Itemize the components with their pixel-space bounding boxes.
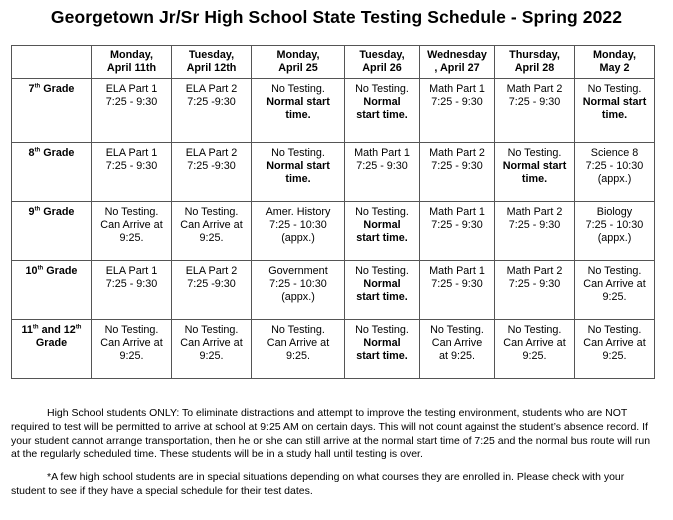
header-date-line2: April 11th xyxy=(106,62,157,74)
grade-text: and 12 xyxy=(38,324,76,336)
grade-ordinal-suffix: th xyxy=(37,265,44,272)
page-title: Georgetown Jr/Sr High School State Testing Schedule - Spring 2022 xyxy=(50,7,623,27)
schedule-cell xyxy=(92,79,172,143)
header-date-line1: Monday, xyxy=(593,49,636,61)
grade-text: Grade xyxy=(40,147,75,159)
schedule-cell xyxy=(92,143,172,202)
cell-text: 7:25 - 9:30 xyxy=(105,278,158,290)
cell-text: ELA Part 2 xyxy=(185,265,238,277)
grade-label-cell xyxy=(12,143,92,202)
grade-label-cell xyxy=(12,320,92,379)
schedule-row xyxy=(12,261,655,320)
cell-text: Math Part 2 xyxy=(506,206,563,218)
cell-bold-text: time. xyxy=(601,109,628,121)
cell-text: Biology xyxy=(596,206,633,218)
header-row xyxy=(12,46,655,79)
cell-text: 7:25 - 10:30 xyxy=(269,219,327,231)
schedule-cell xyxy=(345,143,420,202)
header-corner-cell xyxy=(12,46,92,79)
header-date-line2: April 26 xyxy=(362,62,402,74)
cell-bold-text: start time. xyxy=(356,350,408,362)
cell-text: Can Arrive at xyxy=(180,219,243,231)
cell-text: ELA Part 1 xyxy=(105,147,158,159)
cell-text: Can Arrive at xyxy=(503,337,566,349)
cell-text: 9:25. xyxy=(119,350,144,362)
cell-text: 9:25. xyxy=(602,350,627,362)
header-date-cell xyxy=(575,46,655,79)
cell-text: Math Part 1 xyxy=(429,206,485,218)
cell-text: No Testing. xyxy=(355,324,409,336)
schedule-cell xyxy=(495,143,575,202)
header-date-cell xyxy=(172,46,252,79)
table-body xyxy=(12,79,655,379)
cell-bold-text: start time. xyxy=(356,291,408,303)
cell-text: No Testing. xyxy=(271,324,325,336)
cell-text: 7:25 - 9:30 xyxy=(431,278,483,290)
cell-text: (appx.) xyxy=(597,232,632,244)
grade-number: 8 xyxy=(28,147,35,159)
note-paragraph-1: High School students ONLY: To eliminate distractions and attempt to improve the testing environment, students who are NOT required to test will be permitted to arrive at school at 9:25 AM on certain days. This will not count against the student’s absence record. If your student cannot arrange transportation, then he or she can still arrive at the normal start time of 7:25 and the normal bus route will run at the regularly scheduled time. These students will be in a study hall until testing is over. xyxy=(11,407,651,461)
schedule-cell xyxy=(495,320,575,379)
cell-text: 9:25. xyxy=(602,291,627,303)
schedule-cell xyxy=(495,202,575,261)
cell-text: ELA Part 2 xyxy=(185,147,238,159)
cell-bold-text: Normal xyxy=(363,96,401,108)
schedule-row xyxy=(12,202,655,261)
header-date-line2: April 28 xyxy=(514,62,555,74)
grade-text: Grade xyxy=(40,83,75,95)
schedule-cell xyxy=(345,261,420,320)
cell-bold-text: time. xyxy=(521,173,548,185)
grade-number: 11 xyxy=(21,324,33,336)
cell-text: 9:25. xyxy=(522,350,547,362)
header-date-line2: , April 27 xyxy=(434,62,480,74)
cell-text: Math Part 1 xyxy=(429,265,485,277)
cell-text: 9:25. xyxy=(199,350,224,362)
schedule-cell xyxy=(575,320,655,379)
grade-number: 7 xyxy=(28,83,35,95)
header-date-line1: Monday, xyxy=(276,49,320,61)
cell-bold-text: Normal start xyxy=(502,160,567,172)
cell-text: 7:25 - 9:30 xyxy=(431,96,483,108)
schedule-cell xyxy=(420,320,495,379)
cell-text: (appx.) xyxy=(281,232,315,244)
schedule-cell xyxy=(172,320,252,379)
cell-text: 7:25 -9:30 xyxy=(187,160,236,172)
schedule-cell xyxy=(172,143,252,202)
cell-text: 9:25. xyxy=(285,350,310,362)
cell-text: No Testing. xyxy=(587,324,642,336)
grade-label xyxy=(14,265,89,278)
cell-text: 9:25. xyxy=(119,232,144,244)
cell-text: Math Part 1 xyxy=(354,147,410,159)
cell-text: (appx.) xyxy=(281,291,315,303)
schedule-cell xyxy=(92,320,172,379)
cell-text: 7:25 -9:30 xyxy=(187,96,236,108)
testing-schedule-table xyxy=(11,45,655,379)
schedule-cell xyxy=(345,79,420,143)
header-date-cell xyxy=(252,46,345,79)
cell-bold-text: start time. xyxy=(356,232,408,244)
cell-text: ELA Part 1 xyxy=(105,265,158,277)
schedule-cell xyxy=(345,202,420,261)
header-date-cell xyxy=(345,46,420,79)
cell-text: 7:25 - 10:30 xyxy=(269,278,327,290)
header-date-cell xyxy=(420,46,495,79)
grade-ordinal-suffix: th xyxy=(34,83,41,90)
schedule-cell xyxy=(92,261,172,320)
cell-text: ELA Part 2 xyxy=(185,83,238,95)
cell-text: Government xyxy=(268,265,328,277)
grade-number: 10 xyxy=(25,265,38,277)
grade-ordinal-suffix: th xyxy=(75,324,82,331)
cell-text: 7:25 - 9:30 xyxy=(105,96,158,108)
header-date-cell xyxy=(495,46,575,79)
cell-text: Can Arrive at xyxy=(583,337,646,349)
header-date-line1: Monday, xyxy=(110,49,153,61)
cell-text: 7:25 - 10:30 xyxy=(585,160,644,172)
cell-text: No Testing. xyxy=(104,206,159,218)
schedule-cell xyxy=(252,143,345,202)
header-date-line2: April 25 xyxy=(278,62,318,74)
note-paragraph-2: *A few high school students are in special situations depending on what courses they are enrolled in. Please check with your student to see if they have a special schedule for their test dates. xyxy=(11,471,625,497)
cell-text: No Testing. xyxy=(271,83,325,95)
grade-number: 9 xyxy=(28,206,35,218)
grade-label xyxy=(14,324,89,337)
cell-bold-text: start time. xyxy=(356,109,408,121)
grade-label xyxy=(14,147,89,160)
cell-text: Can Arrive at xyxy=(583,278,646,290)
schedule-cell xyxy=(575,261,655,320)
grade-label-cell xyxy=(12,79,92,143)
cell-text: Can Arrive at xyxy=(100,219,163,231)
cell-text: (appx.) xyxy=(597,173,632,185)
cell-text: Can Arrive at xyxy=(180,337,243,349)
cell-text: No Testing. xyxy=(587,265,642,277)
schedule-cell xyxy=(92,202,172,261)
cell-bold-text: time. xyxy=(285,173,311,185)
schedule-cell xyxy=(495,79,575,143)
cell-text: 9:25. xyxy=(199,232,224,244)
schedule-cell xyxy=(495,261,575,320)
cell-text: 7:25 - 9:30 xyxy=(356,160,408,172)
schedule-cell xyxy=(575,143,655,202)
schedule-cell xyxy=(420,261,495,320)
schedule-row xyxy=(12,320,655,379)
cell-text: 7:25 - 9:30 xyxy=(508,96,561,108)
schedule-cell xyxy=(252,79,345,143)
cell-text: No Testing. xyxy=(184,206,239,218)
grade-label-cell xyxy=(12,202,92,261)
schedule-cell xyxy=(172,261,252,320)
cell-text: Math Part 1 xyxy=(429,83,485,95)
cell-text: 7:25 -9:30 xyxy=(187,278,236,290)
cell-text: No Testing. xyxy=(184,324,239,336)
cell-bold-text: Normal xyxy=(363,219,401,231)
header-date-line1: Tuesday, xyxy=(188,49,235,61)
schedule-cell xyxy=(252,202,345,261)
schedule-cell xyxy=(575,202,655,261)
cell-bold-text: Normal xyxy=(363,278,401,290)
cell-text: No Testing. xyxy=(507,147,562,159)
schedule-cell xyxy=(420,79,495,143)
cell-text: at 9:25. xyxy=(438,350,476,362)
header-date-line1: Tuesday, xyxy=(359,49,405,61)
cell-text: Math Part 2 xyxy=(506,83,563,95)
grade-text-line2: Grade xyxy=(35,337,68,349)
schedule-row xyxy=(12,79,655,143)
cell-text: 7:25 - 9:30 xyxy=(105,160,158,172)
schedule-cell xyxy=(420,202,495,261)
cell-text: Can Arrive at xyxy=(266,337,330,349)
schedule-cell xyxy=(172,79,252,143)
cell-bold-text: Normal start xyxy=(266,160,330,172)
cell-text: 7:25 - 9:30 xyxy=(431,160,483,172)
grade-label-cell xyxy=(12,261,92,320)
cell-text: No Testing. xyxy=(430,324,484,336)
cell-text: 7:25 - 10:30 xyxy=(585,219,644,231)
header-date-line1: Wednesday xyxy=(427,49,487,61)
cell-text: No Testing. xyxy=(507,324,562,336)
grade-ordinal-suffix: th xyxy=(34,147,41,154)
schedule-row xyxy=(12,143,655,202)
schedule-cell xyxy=(252,261,345,320)
cell-text: No Testing. xyxy=(587,83,642,95)
header-date-cell xyxy=(92,46,172,79)
header-date-line1: Thursday, xyxy=(509,49,560,61)
cell-text: Can Arrive at xyxy=(100,337,163,349)
cell-text: Science 8 xyxy=(590,147,639,159)
grade-label xyxy=(14,83,89,96)
grade-text: Grade xyxy=(40,206,75,218)
cell-text: Can Arrive xyxy=(431,337,483,349)
cell-bold-text: Normal start xyxy=(582,96,647,108)
cell-text: No Testing. xyxy=(271,147,325,159)
cell-text: No Testing. xyxy=(355,206,409,218)
cell-bold-text: time. xyxy=(285,109,311,121)
cell-text: 7:25 - 9:30 xyxy=(508,278,561,290)
grade-text: Grade xyxy=(43,265,78,277)
header-date-line2: May 2 xyxy=(599,62,630,74)
cell-bold-text: Normal xyxy=(363,337,401,349)
cell-text: No Testing. xyxy=(355,83,409,95)
cell-text: No Testing. xyxy=(355,265,409,277)
schedule-cell xyxy=(345,320,420,379)
grade-label xyxy=(14,206,89,219)
schedule-cell xyxy=(252,320,345,379)
schedule-cell xyxy=(420,143,495,202)
cell-text: Math Part 2 xyxy=(429,147,485,159)
header-date-line2: April 12th xyxy=(186,62,237,74)
grade-ordinal-suffix: th xyxy=(32,324,39,331)
cell-text: Amer. History xyxy=(265,206,331,218)
schedule-cell xyxy=(172,202,252,261)
schedule-cell xyxy=(575,79,655,143)
cell-text: ELA Part 1 xyxy=(105,83,158,95)
cell-text: 7:25 - 9:30 xyxy=(431,219,483,231)
cell-text: 7:25 - 9:30 xyxy=(508,219,561,231)
grade-ordinal-suffix: th xyxy=(34,206,41,213)
cell-bold-text: Normal start xyxy=(266,96,330,108)
cell-text: No Testing. xyxy=(104,324,159,336)
cell-text: Math Part 2 xyxy=(506,265,563,277)
